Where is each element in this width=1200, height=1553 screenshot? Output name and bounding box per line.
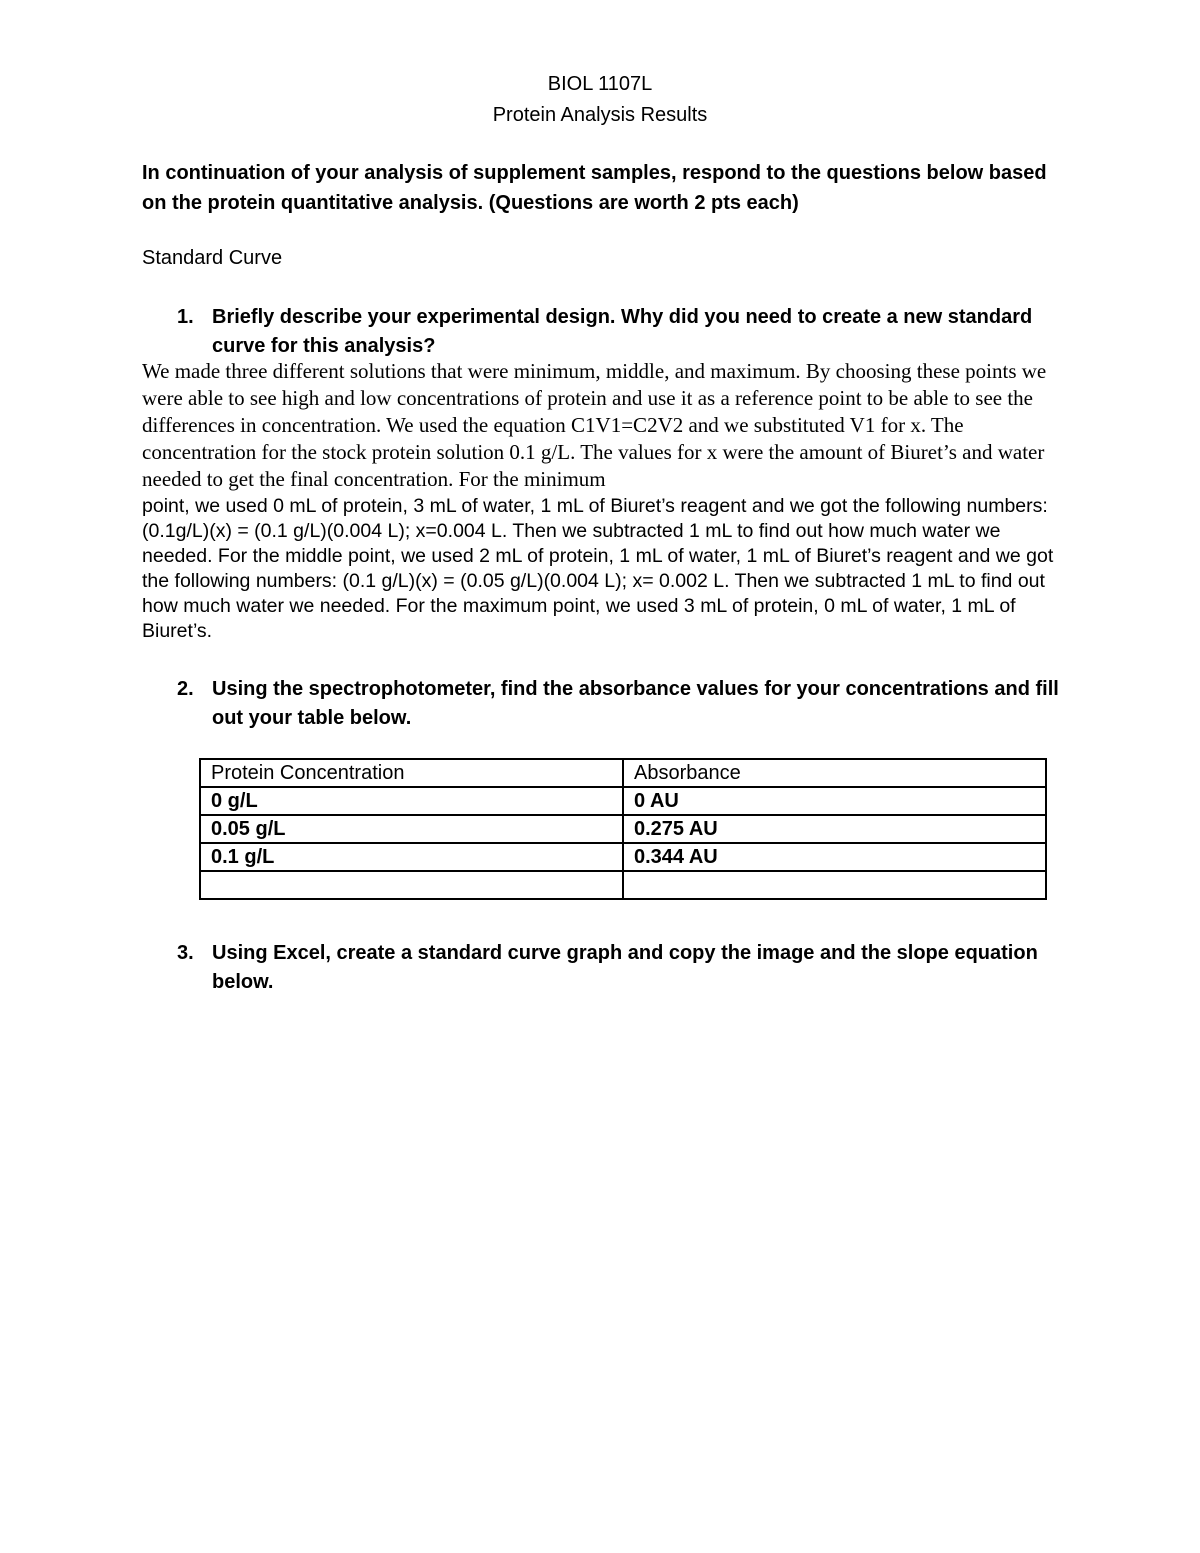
table-row: [200, 843, 1046, 871]
question-number: 2.: [177, 678, 194, 700]
table-cell: 0.1 g/L: [200, 843, 623, 871]
course-code: BIOL 1107L: [547, 73, 653, 95]
absorbance-table: [199, 758, 1047, 900]
document-title: Protein Analysis Results: [492, 104, 708, 126]
table-cell: [623, 871, 1046, 899]
table-cell: 0 AU: [623, 787, 1046, 815]
table-cell: 0.05 g/L: [200, 815, 623, 843]
table-cell: 0.344 AU: [623, 843, 1046, 871]
question-text: Using the spectrophotometer, find the absorbance values for your concentrations and fill out your table below.: [212, 678, 1059, 729]
table-header-cell: Absorbance: [623, 759, 1046, 787]
question-number: 1.: [177, 306, 194, 328]
section-title: Standard Curve: [142, 247, 283, 269]
question-text: Briefly describe your experimental design. Why did you need to create a new standard curve for this analysis?: [212, 306, 1033, 357]
table-row: [200, 871, 1046, 899]
table-row: [200, 815, 1046, 843]
table-row: [200, 787, 1046, 815]
question-number: 3.: [177, 942, 194, 964]
table-cell: 0 g/L: [200, 787, 623, 815]
table-header-cell: Protein Concentration: [200, 759, 623, 787]
table-header-row: [200, 759, 1046, 787]
answer-1-sans: point, we used 0 mL of protein, 3 mL of water, 1 mL of Biuret’s reagent and we got the following numbers: (0.1g/L)(x) = (0.1 g/L)(0.004 L); x=0.004 L. Then we subtracted 1 mL to find out how much water we needed. For the middle point, we used 2 mL of protein, 1 mL of water, 1 mL of Biuret’s reagent and we got the following numbers: (0.1 g/L)(x) = (0.05 g/L)(0.004 L); x= 0.002 L. Then we subtracted 1 mL to find out how much water we needed. For the maximum point, we used 3 mL of protein, 0 mL of water, 1 mL of Biuret’s.: [142, 495, 1054, 642]
table-cell: 0.275 AU: [623, 815, 1046, 843]
intro-paragraph: In continuation of your analysis of supplement samples, respond to the questions below based on the protein quantitative analysis. (Questions are worth 2 pts each): [142, 162, 1047, 214]
question-text: Using Excel, create a standard curve graph and copy the image and the slope equation below.: [212, 942, 1038, 993]
table-cell: [200, 871, 623, 899]
answer-1-serif: We made three different solutions that were minimum, middle, and maximum. By choosing these points we were able to see high and low concentrations of protein and use it as a reference point to be able to see the differences in concentration. We used the equation C1V1=C2V2 and we substituted V1 for x. The concentration for the stock protein solution 0.1 g/L. The values for x were the amount of Biuret’s and water needed to get the final concentration. For the minimum: [142, 359, 1047, 491]
